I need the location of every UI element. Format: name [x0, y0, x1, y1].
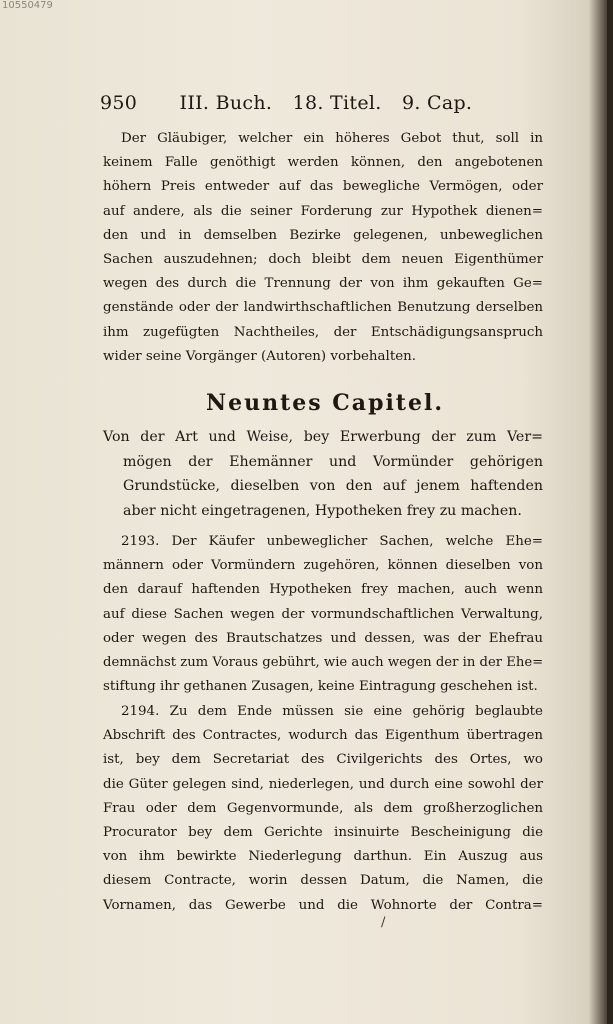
text-line: den und in demselben Bezirke gelegenen, unbeweglichen — [103, 227, 543, 243]
text-line: oder wegen des Brautschatzes und dessen, was der Ehefrau — [103, 630, 543, 646]
text-line: 2193. Der Käufer unbeweglicher Sachen, welche Ehe= — [121, 534, 543, 549]
text-line: stiftung ihr gethanen Zusagen, keine Eintragung geschehen ist. — [103, 679, 538, 695]
text-line: 2194. Zu dem Ende müssen sie eine gehörig beglaubte — [121, 704, 543, 719]
bottom-mark: / — [381, 915, 386, 930]
text-line: Procurator bey dem Gerichte insinuirte Bescheinigung die — [103, 825, 543, 841]
text-line: diesem Contracte, worin dessen Datum, die Namen, die — [103, 873, 543, 889]
text-line: keinem Falle genöthigt werden können, den angebotenen — [103, 155, 543, 171]
text-line: die Güter gelegen sind, niederlegen, und durch eine sowohl der — [103, 776, 543, 792]
text-line: auf diese Sachen wegen der vormundschaftlichen Verwaltung, — [103, 606, 543, 622]
text-line: wider seine Vorgänger (Autoren) vorbehalten. — [103, 348, 417, 364]
chapter-heading: Neuntes Capitel. — [206, 390, 444, 416]
page-fold-shadow — [607, 0, 613, 1024]
title-label: 18. Titel. — [292, 92, 382, 114]
text-line: ist, bey dem Secretariat des Civilgerichts des Ortes, wo — [103, 752, 543, 768]
text-line: demnächst zum Voraus gebührt, wie auch wegen der in der Ehe= — [103, 655, 544, 671]
text-line: männern oder Vormündern zugehören, können dieselben von — [103, 558, 543, 574]
text-line: genstände oder der landwirthschaftlichen Benutzung derselben — [103, 300, 543, 316]
text-line: Der Gläubiger, welcher ein höheres Gebot thut, soll in — [121, 131, 543, 146]
summary-line: mögen der Ehemänner und Vormünder gehörigen — [123, 453, 543, 470]
text-line: Vornamen, das Gewerbe und die Wohnorte der Contra= — [103, 897, 543, 913]
summary-line: Grundstücke, dieselben von den auf jenem haftenden — [123, 478, 543, 494]
section-2193 — [103, 530, 543, 699]
scan-id-label: 10550479 — [2, 0, 53, 11]
page-number: 950 — [100, 92, 138, 114]
text-line: Abschrift des Contractes, wodurch das Eigenthum übertragen — [103, 728, 543, 744]
text-line: von ihm bewirkte Niederlegung darthun. Ein Auszug aus — [103, 849, 543, 865]
text-line: auf andere, als die seiner Forderung zur Hypothek dienen= — [103, 203, 543, 219]
text-line: ihm zugefügten Nachtheiles, der Entschädigungsanspruch — [103, 324, 543, 340]
section-2194 — [103, 700, 543, 918]
paragraph-continuation — [103, 127, 543, 369]
summary-line: aber nicht eingetragenen, Hypotheken frey zu machen. — [123, 502, 522, 519]
book-label: III. Buch. — [179, 92, 273, 114]
running-header — [100, 92, 550, 114]
text-line: wegen des durch die Trennung der von ihm gekauften Ge= — [103, 276, 543, 292]
text-line: Frau oder dem Gegenvormunde, als dem großherzoglichen — [103, 800, 543, 816]
chapter-label: 9. Cap. — [401, 92, 473, 114]
text-line: höhern Preis entweder auf das bewegliche Vermögen, oder — [103, 179, 543, 195]
summary-line: Von der Art und Weise, bey Erwerbung der zum Ver= — [103, 429, 543, 445]
text-line: Sachen auszudehnen; doch bleibt dem neuen Eigenthümer — [103, 252, 543, 268]
chapter-summary — [103, 425, 543, 523]
text-line: den darauf haftenden Hypotheken frey machen, auch wenn — [103, 582, 543, 598]
